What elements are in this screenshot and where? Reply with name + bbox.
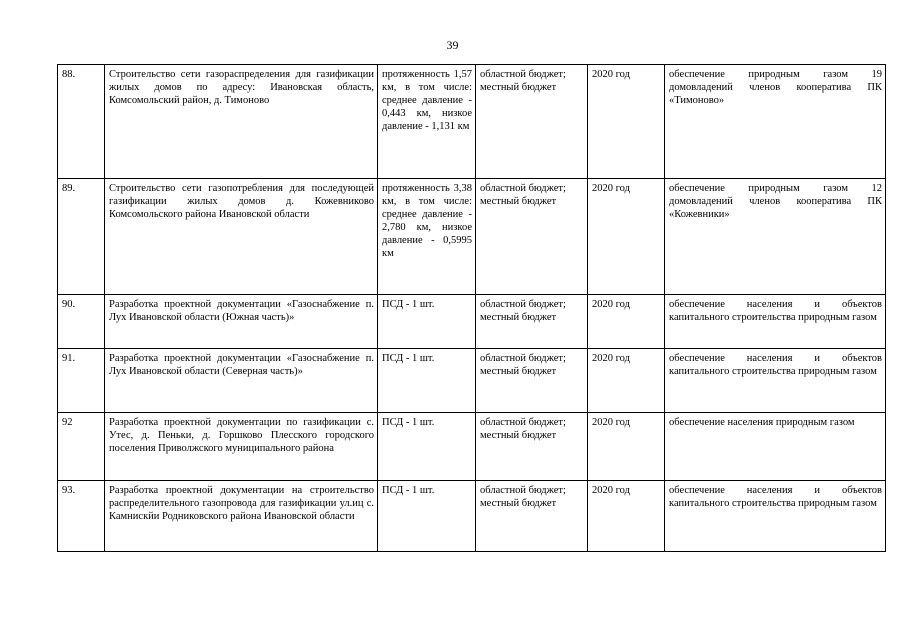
row-number: 92	[58, 413, 105, 481]
measure-volume: ПСД - 1 шт.	[378, 349, 476, 413]
measure-description: Разработка проектной документации «Газоснабжение п. Лух Ивановской области (Северная часть)»	[105, 349, 378, 413]
table-row	[58, 413, 886, 481]
funding-source: областной бюджет; местный бюджет	[476, 413, 588, 481]
row-number: 90.	[58, 295, 105, 349]
deadline-year: 2020 год	[588, 349, 665, 413]
funding-source: областной бюджет; местный бюджет	[476, 295, 588, 349]
table-row	[58, 179, 886, 295]
measure-volume: ПСД - 1 шт.	[378, 481, 476, 552]
row-number: 89.	[58, 179, 105, 295]
funding-source: областной бюджет; местный бюджет	[476, 349, 588, 413]
table-row	[58, 349, 886, 413]
deadline-year: 2020 год	[588, 295, 665, 349]
measure-description: Строительство сети газораспределения для газификации жилых домов по адресу: Ивановская область, Комсомольский район, д. Тимоново	[105, 65, 378, 179]
table-row	[58, 65, 886, 179]
page-number: 39	[446, 38, 459, 52]
funding-source: областной бюджет; местный бюджет	[476, 65, 588, 179]
row-number: 88.	[58, 65, 105, 179]
funding-source: областной бюджет; местный бюджет	[476, 481, 588, 552]
expected-result: обеспечение населения и объектов капитального строительства природным газом	[665, 295, 886, 349]
deadline-year: 2020 год	[588, 413, 665, 481]
measure-description: Разработка проектной документации на строительство распределительного газопровода для газификации ул.иц с. Камнискйи Родниковского района Ивановской области	[105, 481, 378, 552]
expected-result: обеспечение природным газом 12 домовладений членов кооператива ПК «Кожевники»	[665, 179, 886, 295]
measure-description: Разработка проектной документации по газификации с. Утес, д. Пеньки, д. Горшково Плесского городского поселения Приволжского муниципального района	[105, 413, 378, 481]
row-number: 91.	[58, 349, 105, 413]
deadline-year: 2020 год	[588, 179, 665, 295]
measure-description: Разработка проектной документации «Газоснабжение п. Лух Ивановской области (Южная часть)»	[105, 295, 378, 349]
measure-volume: протяженность 3,38 км, в том числе: среднее давление - 2,780 км, низкое давление - 0,5995 км	[378, 179, 476, 295]
measures-table	[57, 64, 886, 552]
table-row	[58, 295, 886, 349]
deadline-year: 2020 год	[588, 481, 665, 552]
expected-result: обеспечение населения и объектов капитального строительства природным газом	[665, 481, 886, 552]
expected-result: обеспечение населения и объектов капитального строительства природным газом	[665, 349, 886, 413]
expected-result: обеспечение населения природным газом	[665, 413, 886, 481]
measure-volume: протяженность 1,57 км, в том числе: среднее давление - 0,443 км, низкое давление - 1,131 км	[378, 65, 476, 179]
funding-source: областной бюджет; местный бюджет	[476, 179, 588, 295]
row-number: 93.	[58, 481, 105, 552]
measure-description: Строительство сети газопотребления для последующей газификации жилых домов д. Кожевниково Комсомольского района Ивановской области	[105, 179, 378, 295]
deadline-year: 2020 год	[588, 65, 665, 179]
expected-result: обеспечение природным газом 19 домовладений членов кооператива ПК «Тимоново»	[665, 65, 886, 179]
table-row	[58, 481, 886, 552]
measure-volume: ПСД - 1 шт.	[378, 413, 476, 481]
measure-volume: ПСД - 1 шт.	[378, 295, 476, 349]
